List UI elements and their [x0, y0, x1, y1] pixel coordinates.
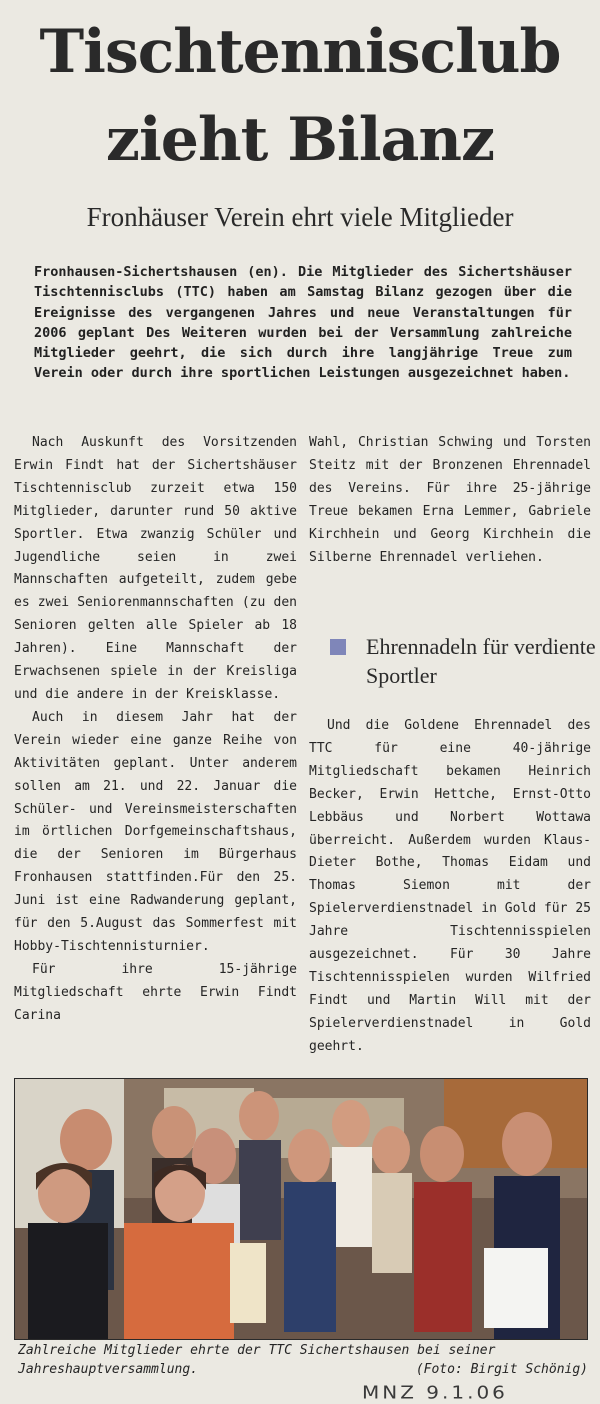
subheadline: Fronhäuser Verein ehrt viele Mitglieder — [86, 202, 514, 232]
body-paragraph: Nach Auskunft des Vorsitzenden Erwin Findt hat der Sichertshäuser Tischtennisclub zurzeit etwa 150 Mitglieder, darunter rund 50 aktive Sportler. Etwa zwanzig Schüler und Jugendliche seien in zwei Mannschaften aufgeteilt, zudem gebe es zwei Seniorenmannschaften (zu den Senioren gelten alle Spieler ab 18 Jahren). Eine Mannschaft der Erwachsenen spiele in der Kreisliga und die andere in der Kreisklasse. — [14, 435, 297, 702]
handwritten-note: MNZ 9.1.06 — [362, 1381, 508, 1403]
crosshead — [330, 632, 600, 690]
caption-text: Zahlreiche Mitglieder ehrte der TTC Sichertshausen bei seiner Jahreshauptversammlung. — [18, 1343, 496, 1377]
body-paragraph: Auch in diesem Jahr hat der Verein wieder eine ganze Reihe von Aktivitäten geplant. Unter anderem sollen am 21. und 22. Januar die Schüler- und Vereinsmeisterschaften im örtlichen Dorfgemeinschaftshaus, die der Senioren im Bürgerhaus Fronhausen stattfinden.Für den 25. Juni ist eine Radwanderung geplant, für den 5.August das Sommerfest mit Hobby-Tischtennisturnier. — [14, 709, 297, 954]
crosshead-text: Ehrennadeln für verdiente Sportler — [366, 634, 596, 688]
headline — [0, 8, 600, 184]
body-paragraph: Und die Goldene Ehrennadel des TTC für eine 40-jährige Mitgliedschaft bekamen Heinrich Becker, Erwin Hettche, Ernst-Otto Lebbäus und Norbert Wottawa überreicht. Außerdem wurden Klaus-Dieter Bothe, Thomas Eidam und Thomas Siemon mit der Spielerverdienstnadel in Gold für 25 Jahre Tischtennisspielen ausgezeichnet. Für 30 Jahre Tischtennisspielen wurden Wilfried Findt und Martin Will mit der Spielerverdienstnadel in Gold geehrt. — [309, 718, 591, 1054]
headline-line-2: zieht Bilanz — [105, 105, 495, 175]
body-paragraph: Wahl, Christian Schwing und Torsten Steitz mit der Bronzenen Ehrennadel des Vereins. Für ihre 25-jährige Treue bekamen Erna Lemmer, Gabriele Kirchhein und Georg Kirchhein die Silberne Ehrennadel verliehen. — [309, 435, 591, 565]
body-column-2-bottom — [309, 715, 591, 1059]
headline-line-1: Tischtennisclub — [39, 17, 561, 87]
group-photo-illustration — [14, 1078, 588, 1340]
body-paragraph: Für ihre 15-jährige Mitgliedschaft ehrte Erwin Findt Carina — [14, 961, 297, 1023]
photo-credit: (Foto: Birgit Schönig) — [415, 1362, 588, 1377]
group-photo — [14, 1078, 588, 1340]
body-column-2-top — [309, 432, 591, 569]
lead-paragraph: Fronhausen-Sichertshausen (en). Die Mitglieder des Sichertshäuser Tischtennisclubs (TTC) haben am Samstag Bilanz gezogen über die Ereignisse des vergangenen Jahres und neue Veranstaltungen für 2006 geplant Des Weiteren wurden bei der Versammlung zahlreiche Mitglieder geehrt, die sich durch ihre langjährige Treue zum Verein oder durch ihre sportlichen Leistungen ausgezeichnet haben. — [34, 264, 572, 382]
photo-caption — [18, 1341, 588, 1379]
square-bullet-icon — [330, 639, 346, 655]
body-column-1 — [14, 432, 297, 1028]
